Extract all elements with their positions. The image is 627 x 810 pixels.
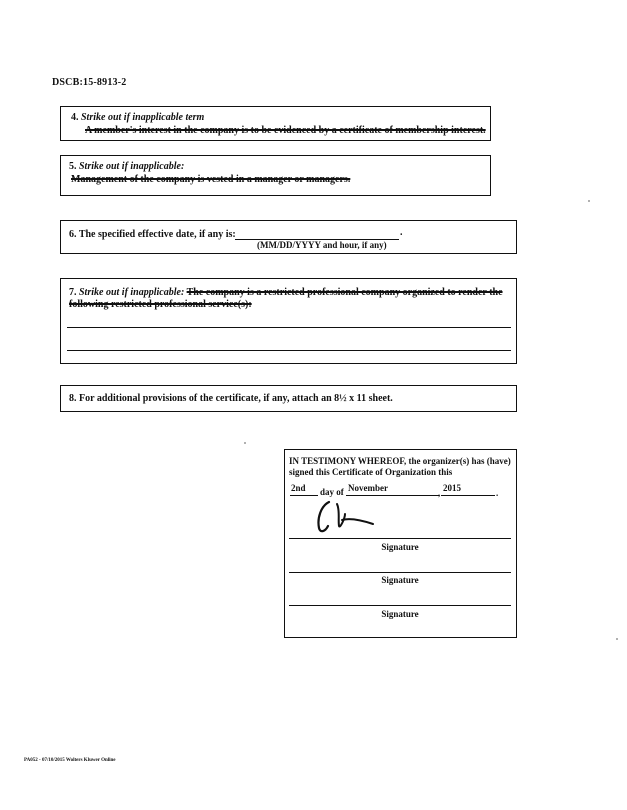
signature-line-3 bbox=[289, 605, 511, 606]
item-4-number: 4. bbox=[71, 112, 79, 123]
item-4-struck-text: A member's interest in the company is to be evidenced by a certificate of membership interest. bbox=[85, 125, 486, 136]
item-6-box: 6. The specified effective date, if any is: . (MM/DD/YYYY and hour, if any) bbox=[60, 220, 517, 254]
item-8-number: 8. bbox=[69, 393, 77, 404]
footer-note: PA052 - 07/10/2015 Wolters Kluwer Online bbox=[24, 758, 116, 763]
scan-speck bbox=[588, 200, 590, 202]
signature-label-1: Signature bbox=[381, 542, 419, 552]
item-7-instruction: Strike out if inapplicable: bbox=[79, 287, 185, 298]
item-7-number: 7. bbox=[69, 287, 77, 298]
item-4-box bbox=[60, 106, 491, 141]
scan-speck bbox=[616, 638, 618, 640]
item-5-box bbox=[60, 155, 491, 196]
signing-year: 2015 bbox=[443, 483, 461, 493]
signing-month: November bbox=[348, 483, 388, 493]
item-6-label: The specified effective date, if any is: bbox=[78, 229, 236, 240]
signature-label-3: Signature bbox=[381, 609, 419, 619]
service-line-1 bbox=[67, 327, 511, 328]
testimony-box: IN TESTIMONY WHEREOF, the organizer(s) has (have) signed this Certificate of Organization this 2nd day of November , 2015 . Signature Signature Signature bbox=[284, 449, 517, 638]
signature-label-2: Signature bbox=[381, 575, 419, 585]
item-7-struck-line2: following restricted professional service(s): bbox=[69, 299, 252, 310]
testimony-line1: IN TESTIMONY WHEREOF, the organizer(s) has (have) bbox=[289, 456, 511, 466]
day-of-label: day of bbox=[320, 487, 344, 497]
item-5-number: 5. bbox=[69, 161, 77, 172]
item-5-instruction: Strike out if inapplicable: bbox=[79, 161, 185, 172]
signature-line-2 bbox=[289, 572, 511, 573]
item-8-box bbox=[60, 385, 517, 412]
scan-speck bbox=[244, 442, 246, 444]
testimony-line2: signed this Certificate of Organization this bbox=[289, 467, 453, 477]
item-8-text: For additional provisions of the certificate, if any, attach an 8½ x 11 sheet. bbox=[79, 393, 393, 404]
handwritten-signature bbox=[309, 496, 389, 538]
item-7-box bbox=[60, 278, 517, 364]
item-6-hint: (MM/DD/YYYY and hour, if any) bbox=[257, 240, 387, 250]
item-5-struck-text: Management of the company is vested in a manager or managers. bbox=[71, 174, 351, 185]
document-id: DSCB:15-8913-2 bbox=[52, 77, 127, 88]
item-4-instruction: Strike out if inapplicable term bbox=[81, 112, 205, 123]
signing-day: 2nd bbox=[291, 483, 306, 493]
item-7-struck-line1: The company is a restricted professional company organized to render the bbox=[186, 287, 503, 298]
service-line-2 bbox=[67, 350, 511, 351]
item-6-number: 6. bbox=[69, 229, 77, 240]
signature-line-1 bbox=[289, 538, 511, 539]
